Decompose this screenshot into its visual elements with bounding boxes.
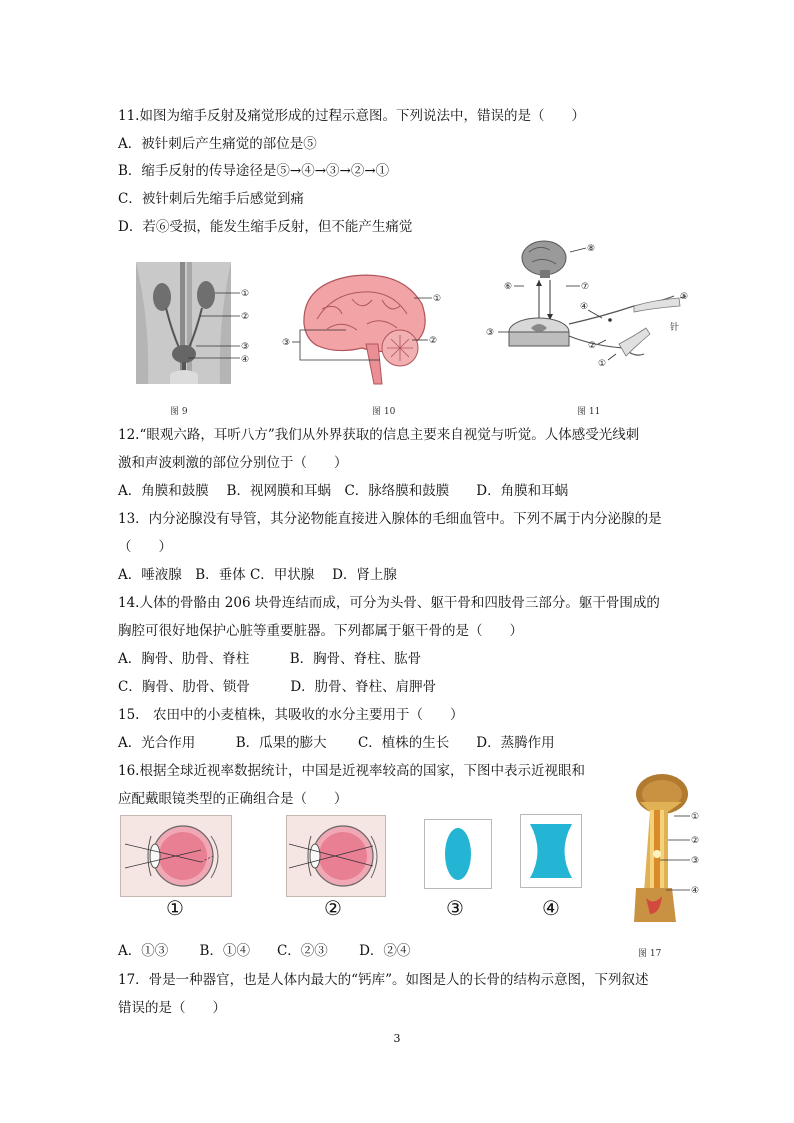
page-number: 3 [393,1032,401,1045]
q13-options: A．唾液腺 B．垂体 C．甲状腺 D．肾上腺 [118,567,397,583]
q12-stem-line1: 12.“眼观六路，耳听八方”我们从外界获取的信息主要来自视觉与听觉。人体感受光线刺 [118,427,640,443]
figure-11-reflex-arc [484,236,698,376]
q14-options-cd: C．胸骨、肋骨、锁骨 D．肋骨、脊柱、肩胛骨 [118,679,437,695]
q16-options: A．①③ B．①④ C．②③ D．②④ [118,943,411,959]
q17-stem-line2: 错误的是（ ） [118,1000,226,1016]
q16-eye-image-2 [286,815,386,897]
fig17-label-4: ④ [691,886,700,896]
figure-10-brain [282,264,447,386]
q13-stem-line1: 13．内分泌腺没有导管，其分泌物能直接进入腺体的毛细血管中。下列不属于内分泌腺的是 [118,511,662,527]
fig11-needle: 针 [670,323,680,333]
q17-stem-line1: 17．骨是一种器官，也是人体内最大的“钙库”。如图是人的长骨的结构示意图，下列叙述 [118,972,649,988]
fig10-label-1: ① [433,294,442,304]
fig11-label-2: ② [588,341,597,351]
q16-stem-line2: 应配戴眼镜类型的正确组合是（ ） [118,791,348,807]
q15-stem: 15. 农田中的小麦植株，其吸收的水分主要用于（ ） [118,707,464,723]
fig11-label-6: ⑥ [504,282,513,292]
fig17-label-2: ② [691,836,700,846]
figure-17-caption: 图 17 [638,949,662,959]
q16-stem-line1: 16.根据全球近视率数据统计，中国是近视率较高的国家，下图中表示近视眼和 [118,763,585,779]
fig11-label-7: ⑦ [581,282,590,292]
fig9-label-3: ③ [241,342,250,352]
fig17-label-1: ① [691,812,700,822]
q11-option-a: A．被针刺后产生痛觉的部位是⑤ [118,136,317,152]
figure-9-caption: 图 9 [170,407,188,417]
fig9-label-2: ② [241,312,250,322]
q14-stem-line2: 胸腔可很好地保护心脏等重要脏器。下列都属于躯干骨的是（ ） [118,623,523,639]
fig11-label-8: ⑧ [587,244,596,254]
fig10-label-3: ③ [282,338,291,348]
q11-option-b: B．缩手反射的传导途径是⑤→④→③→②→① [118,163,390,179]
fig11-label-3: ③ [486,328,495,338]
fig9-label-1: ① [241,289,250,299]
q16-convex-lens [424,819,492,889]
q13-stem-line2: （ ） [118,539,172,555]
q16-image-label-1: ① [166,896,184,920]
q15-options: A．光合作用 B．瓜果的膨大 C．植株的生长 D．蒸腾作用 [118,735,555,751]
fig17-label-3: ③ [691,856,700,866]
fig10-label-2: ② [429,336,438,346]
fig9-label-4: ④ [241,355,250,365]
q16-concave-lens [520,814,582,888]
q14-options-ab: A．胸骨、肋骨、脊柱 B．胸骨、脊柱、肱骨 [118,651,422,667]
fig11-label-1: ① [598,359,607,369]
q16-image-label-2: ② [324,896,342,920]
fig11-label-4: ④ [580,302,589,312]
q11-option-d: D．若⑥受损，能发生缩手反射，但不能产生痛觉 [118,219,413,235]
q11-option-c: C．被针刺后先缩手后感觉到痛 [118,191,304,207]
fig11-label-5: ⑤ [680,292,689,302]
q16-eye-image-1 [120,815,232,897]
q16-image-label-4: ④ [542,896,560,920]
figure-10-caption: 图 10 [372,407,396,417]
q16-image-label-3: ③ [446,896,464,920]
q12-stem-line2: 激和声波刺激的部位分别位于（ ） [118,455,348,471]
q14-stem-line1: 14.人体的骨骼由 206 块骨连结而成，可分为头骨、躯干骨和四肢骨三部分。躯干骨围成的 [118,595,660,611]
figure-11-caption: 图 11 [577,407,601,417]
figure-9-urinary-system [130,262,270,384]
figure-17-long-bone [610,772,710,924]
q12-options: A．角膜和鼓膜 B．视网膜和耳蜗 C．脉络膜和鼓膜 D．角膜和耳蜗 [118,483,569,499]
q11-stem: 11.如图为缩手反射及痛觉形成的过程示意图。下列说法中，错误的是（ ） [118,108,585,124]
